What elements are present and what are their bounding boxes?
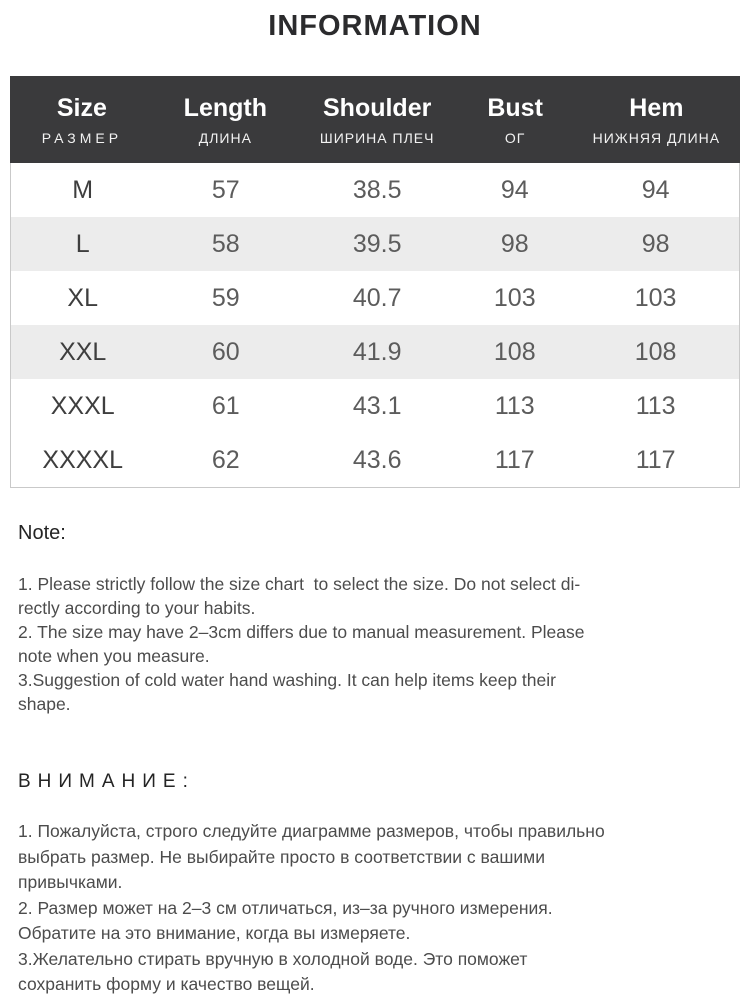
attention-section	[18, 771, 732, 998]
header-label-size-en: Size	[56, 93, 107, 122]
size-chart-table	[10, 76, 740, 488]
cell-length: 57	[211, 175, 240, 204]
cell-size: XXL	[59, 337, 107, 366]
attention-line: Обратите на это внимание, когда вы измеряете.	[18, 923, 411, 943]
cell-bust: 103	[493, 283, 536, 312]
note-line: note when you measure.	[18, 646, 210, 666]
table-row-m	[11, 163, 739, 217]
attention-line: сохранить форму и качество вещей.	[18, 974, 315, 994]
cell-shoulder: 43.6	[352, 445, 402, 474]
attention-line: привычками.	[18, 872, 123, 892]
cell-shoulder: 38.5	[352, 175, 402, 204]
note-line: rectly according to your habits.	[18, 598, 256, 618]
attention-line: выбрать размер. Не выбирайте просто в соответствии с вашими	[18, 846, 545, 867]
cell-size: XXXXL	[42, 445, 123, 474]
cell-size: M	[72, 175, 94, 204]
header-cell-size	[10, 94, 154, 146]
size-chart-header-row	[10, 76, 740, 163]
cell-shoulder: 40.7	[352, 283, 402, 312]
cell-hem: 103	[634, 283, 677, 312]
cell-bust: 98	[500, 229, 529, 258]
cell-bust: 108	[493, 337, 536, 366]
header-label-length-ru: ДЛИНА	[198, 129, 252, 146]
header-cell-shoulder	[297, 94, 458, 146]
note-heading: Note:	[18, 522, 66, 544]
cell-shoulder: 43.1	[352, 391, 402, 420]
note-line: 2. The size may have 2–3cm differs due to manual measurement. Please	[18, 622, 585, 642]
cell-bust: 113	[494, 391, 535, 420]
cell-size: L	[75, 229, 90, 258]
header-cell-bust	[457, 94, 572, 146]
header-label-bust-en: Bust	[487, 93, 543, 122]
table-row-l	[11, 217, 739, 271]
header-cell-hem	[573, 94, 740, 146]
attention-line: 2. Размер может на 2–3 см отличаться, из–за ручного измерения.	[18, 897, 553, 918]
cell-hem: 94	[641, 175, 670, 204]
header-label-size-ru: РАЗМЕР	[41, 129, 123, 146]
cell-size: XL	[67, 283, 98, 312]
cell-hem: 113	[635, 391, 676, 420]
cell-length: 59	[211, 283, 240, 312]
cell-length: 58	[211, 229, 240, 258]
cell-bust: 117	[494, 445, 535, 474]
cell-length: 61	[211, 391, 240, 420]
cell-hem: 98	[641, 229, 670, 258]
header-label-hem-ru: НИЖНЯЯ ДЛИНА	[592, 129, 721, 146]
note-line: shape.	[18, 694, 71, 714]
header-label-length-en: Length	[183, 93, 267, 122]
table-row-xxxxl	[11, 433, 739, 487]
table-row-xl	[11, 271, 739, 325]
cell-bust: 94	[500, 175, 529, 204]
attention-line: 3.Желательно стирать вручную в холодной воде. Это поможет	[18, 948, 528, 969]
cell-size: XXXL	[50, 391, 115, 420]
cell-hem: 108	[634, 337, 677, 366]
cell-shoulder: 39.5	[352, 229, 402, 258]
cell-hem: 117	[635, 445, 676, 474]
table-row-xxl	[11, 325, 739, 379]
page-title: INFORMATION	[268, 10, 482, 42]
attention-heading: ВНИМАНИЕ:	[18, 771, 195, 792]
cell-shoulder: 41.9	[352, 337, 402, 366]
note-line: 3.Suggestion of cold water hand washing. It can help items keep their	[18, 670, 556, 690]
attention-line: 1. Пожалуйста, строго следуйте диаграмме размеров, чтобы правильно	[18, 821, 605, 841]
header-label-shoulder-en: Shoulder	[323, 93, 432, 122]
header-cell-length	[154, 94, 297, 146]
size-chart-body	[10, 163, 740, 488]
note-line: 1. Please strictly follow the size chart to select the size. Do not select di-	[18, 574, 581, 594]
cell-length: 62	[211, 445, 240, 474]
table-row-xxxl	[11, 379, 739, 433]
header-label-shoulder-ru: ШИРИНА ПЛЕЧ	[319, 129, 435, 146]
header-label-bust-ru: ОГ	[504, 129, 526, 146]
note-section	[18, 522, 732, 716]
cell-length: 60	[211, 337, 240, 366]
header-label-hem-en: Hem	[629, 93, 684, 122]
